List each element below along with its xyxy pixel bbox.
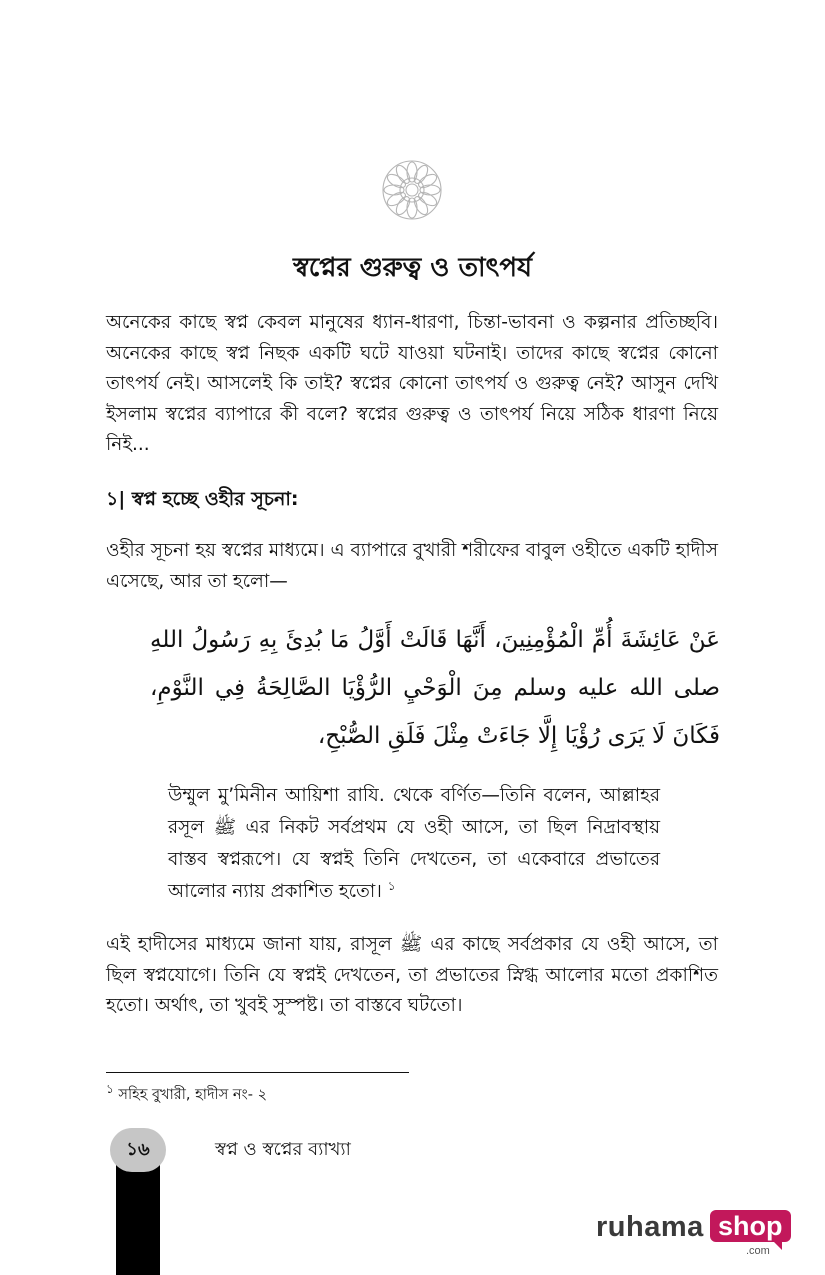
footnote (106, 1084, 267, 1106)
brand-ruhama-text: ruhama (596, 1211, 704, 1243)
arabic-hadith: عَنْ عَائِشَةَ أُمِّ الْمُؤْمِنِينَ، أَنَّهَا قَالَتْ أَوَّلُ مَا بُدِئَ بِهِ رَسُولُ اللهِ صلى الله عليه وسلم مِنَ الْوَحْيِ الرُّؤْيَا الصَّالِحَةُ فِي النَّوْمِ، فَكَانَ لَا يَرَى رُؤْيَا إِلَّا جَاءَتْ مِثْلَ فَلَقِ الصُّبْحِ، (150, 627, 720, 749)
hadith-translation (168, 780, 660, 908)
footnote-text: সহিহ বুখারী, হাদীস নং- ২ (113, 1087, 268, 1103)
section-heading: ১| স্বপ্ন হচ্ছে ওহীর সূচনা: (106, 488, 299, 510)
translation-text: উম্মুল মু’মিনীন আয়িশা রাযি. থেকে বর্ণিত—তিনি বলেন, আল্লাহর রসূল ﷺ এর নিকট সর্বপ্রথম যে ওহী আসে, তা ছিল নিদ্রাবস্থায় বাস্তব স্বপ্নরূপে। যে স্বপ্নই তিনি দেখতেন, তা একেবারে প্রভাতের আলোর ন্যায় প্রকাশিত হতো। (168, 785, 660, 902)
intro-paragraph: অনেকের কাছে স্বপ্ন কেবল মানুষের ধ্যান-ধারণা, চিন্তা-ভাবনা ও কল্পনার প্রতিচ্ছবি। অনেকের কাছে স্বপ্ন নিছক একটি ঘটে যাওয়া ঘটনাই। তাদের কাছে স্বপ্নের কোনো তাৎপর্য নেই। আসলেই কি তাই? স্বপ্নের কোনো তাৎপর্য ও গুরুত্ব নেই? আসুন দেখি ইসলাম স্বপ্নের ব্যাপারে কী বলে? স্বপ্নের গুরুত্ব ও তাৎপর্য নিয়ে সঠিক ধারণা নিয়ে নিই... (106, 312, 718, 455)
footnote-reference[interactable]: ১ (387, 878, 396, 893)
explanation-paragraph: এই হাদীসের মাধ্যমে জানা যায়, রাসূল ﷺ এর কাছে সর্বপ্রকার যে ওহী আসে, তা ছিল স্বপ্নযোগে। তিনি যে স্বপ্নই দেখতেন, তা প্রভাতের স্নিগ্ধ আলোর মতো প্রকাশিত হতো। অর্থাৎ, তা খুবই সুস্পষ্ট। তা বাস্তবে ঘটতো। (106, 934, 719, 1016)
footnote-marker: ১ (106, 1082, 114, 1097)
running-book-title: স্বপ্ন ও স্বপ্নের ব্যাখ্যা (215, 1139, 351, 1160)
brand-badge-tail (774, 1242, 782, 1250)
brand-shop-badge: shop (710, 1210, 791, 1242)
footnote-divider (106, 1072, 409, 1073)
section-paragraph: ওহীর সূচনা হয় স্বপ্নের মাধ্যমে। এ ব্যাপারে বুখারী শরীফের বাবুল ওহীতে একটি হাদীস এসেছে, আর তা হলো— (106, 540, 718, 592)
page-title: স্বপ্নের গুরুত্ব ও তাৎপর্য (292, 253, 533, 283)
page-number: ১৬ (110, 1128, 166, 1172)
brand-domain: .com (746, 1245, 770, 1257)
mandala-ornament-icon (380, 158, 444, 222)
